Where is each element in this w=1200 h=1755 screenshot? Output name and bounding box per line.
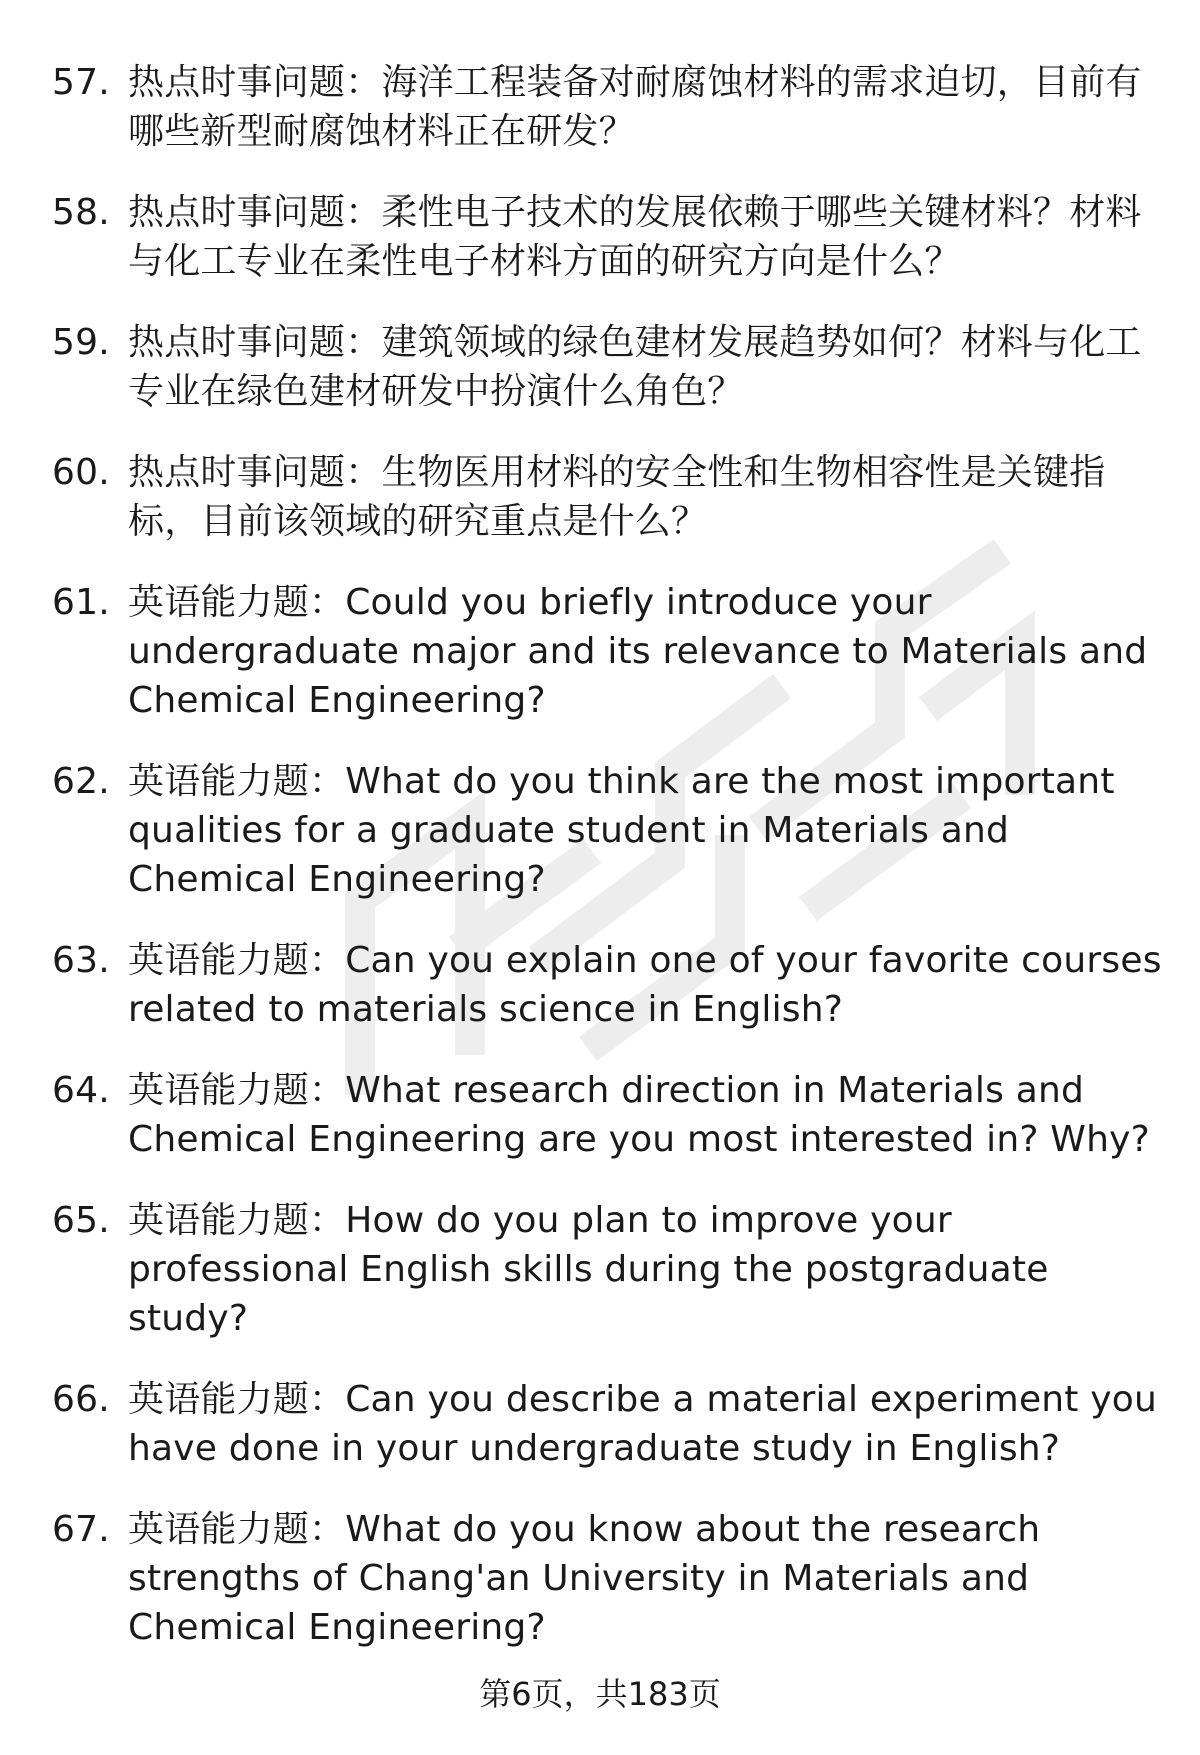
question-text: 英语能力题：How do you plan to improve your professional English skills during the postgraduate study? [128,1200,1049,1339]
question-list [52,58,1162,1684]
question-item-67 [52,1505,1162,1652]
question-item-66 [52,1375,1162,1473]
question-number: 61. [52,582,110,623]
question-text: 英语能力题：What do you think are the most important qualities for a graduate student in Materials and Chemical Engineering? [128,761,1115,900]
page-number-label: 第6页，共183页 [479,1675,721,1713]
question-text: 英语能力题：What research direction in Materials and Chemical Engineering are you most interested in? Why? [128,1070,1150,1160]
question-item-62 [52,757,1162,904]
question-text: 英语能力题：Can you describe a material experiment you have done in your undergraduate study in English? [128,1379,1158,1469]
question-number: 65. [52,1200,110,1241]
question-item-63 [52,936,1162,1034]
page-footer [0,1672,1200,1716]
question-item-57 [52,58,1162,156]
question-item-58 [52,188,1162,286]
question-number: 64. [52,1070,110,1111]
question-number: 62. [52,761,110,802]
question-number: 66. [52,1379,110,1420]
question-item-60 [52,448,1162,546]
question-number: 58. [52,192,110,233]
question-text: 英语能力题：Could you briefly introduce your undergraduate major and its relevance to Materials and Chemical Engineering? [128,582,1148,721]
question-item-59 [52,318,1162,416]
question-item-65 [52,1196,1162,1343]
question-text: 热点时事问题：柔性电子技术的发展依赖于哪些关键材料？材料与化工专业在柔性电子材料方面的研究方向是什么？ [128,192,1142,282]
question-item-61 [52,578,1162,725]
question-item-64 [52,1066,1162,1164]
question-number: 59. [52,322,110,363]
question-number: 60. [52,452,110,493]
question-number: 57. [52,62,110,103]
question-text: 英语能力题：What do you know about the research strengths of Chang'an University in Materials and Chemical Engineering? [128,1509,1041,1648]
question-text: 热点时事问题：建筑领域的绿色建材发展趋势如何？材料与化工专业在绿色建材研发中扮演什么角色？ [128,322,1142,412]
question-number: 63. [52,940,110,981]
question-text: 热点时事问题：生物医用材料的安全性和生物相容性是关键指标，目前该领域的研究重点是什么？ [128,452,1106,542]
question-text: 热点时事问题：海洋工程装备对耐腐蚀材料的需求迫切，目前有哪些新型耐腐蚀材料正在研发？ [128,62,1142,152]
question-number: 67. [52,1509,110,1550]
question-text: 英语能力题：Can you explain one of your favorite courses related to materials science in English? [128,940,1162,1030]
